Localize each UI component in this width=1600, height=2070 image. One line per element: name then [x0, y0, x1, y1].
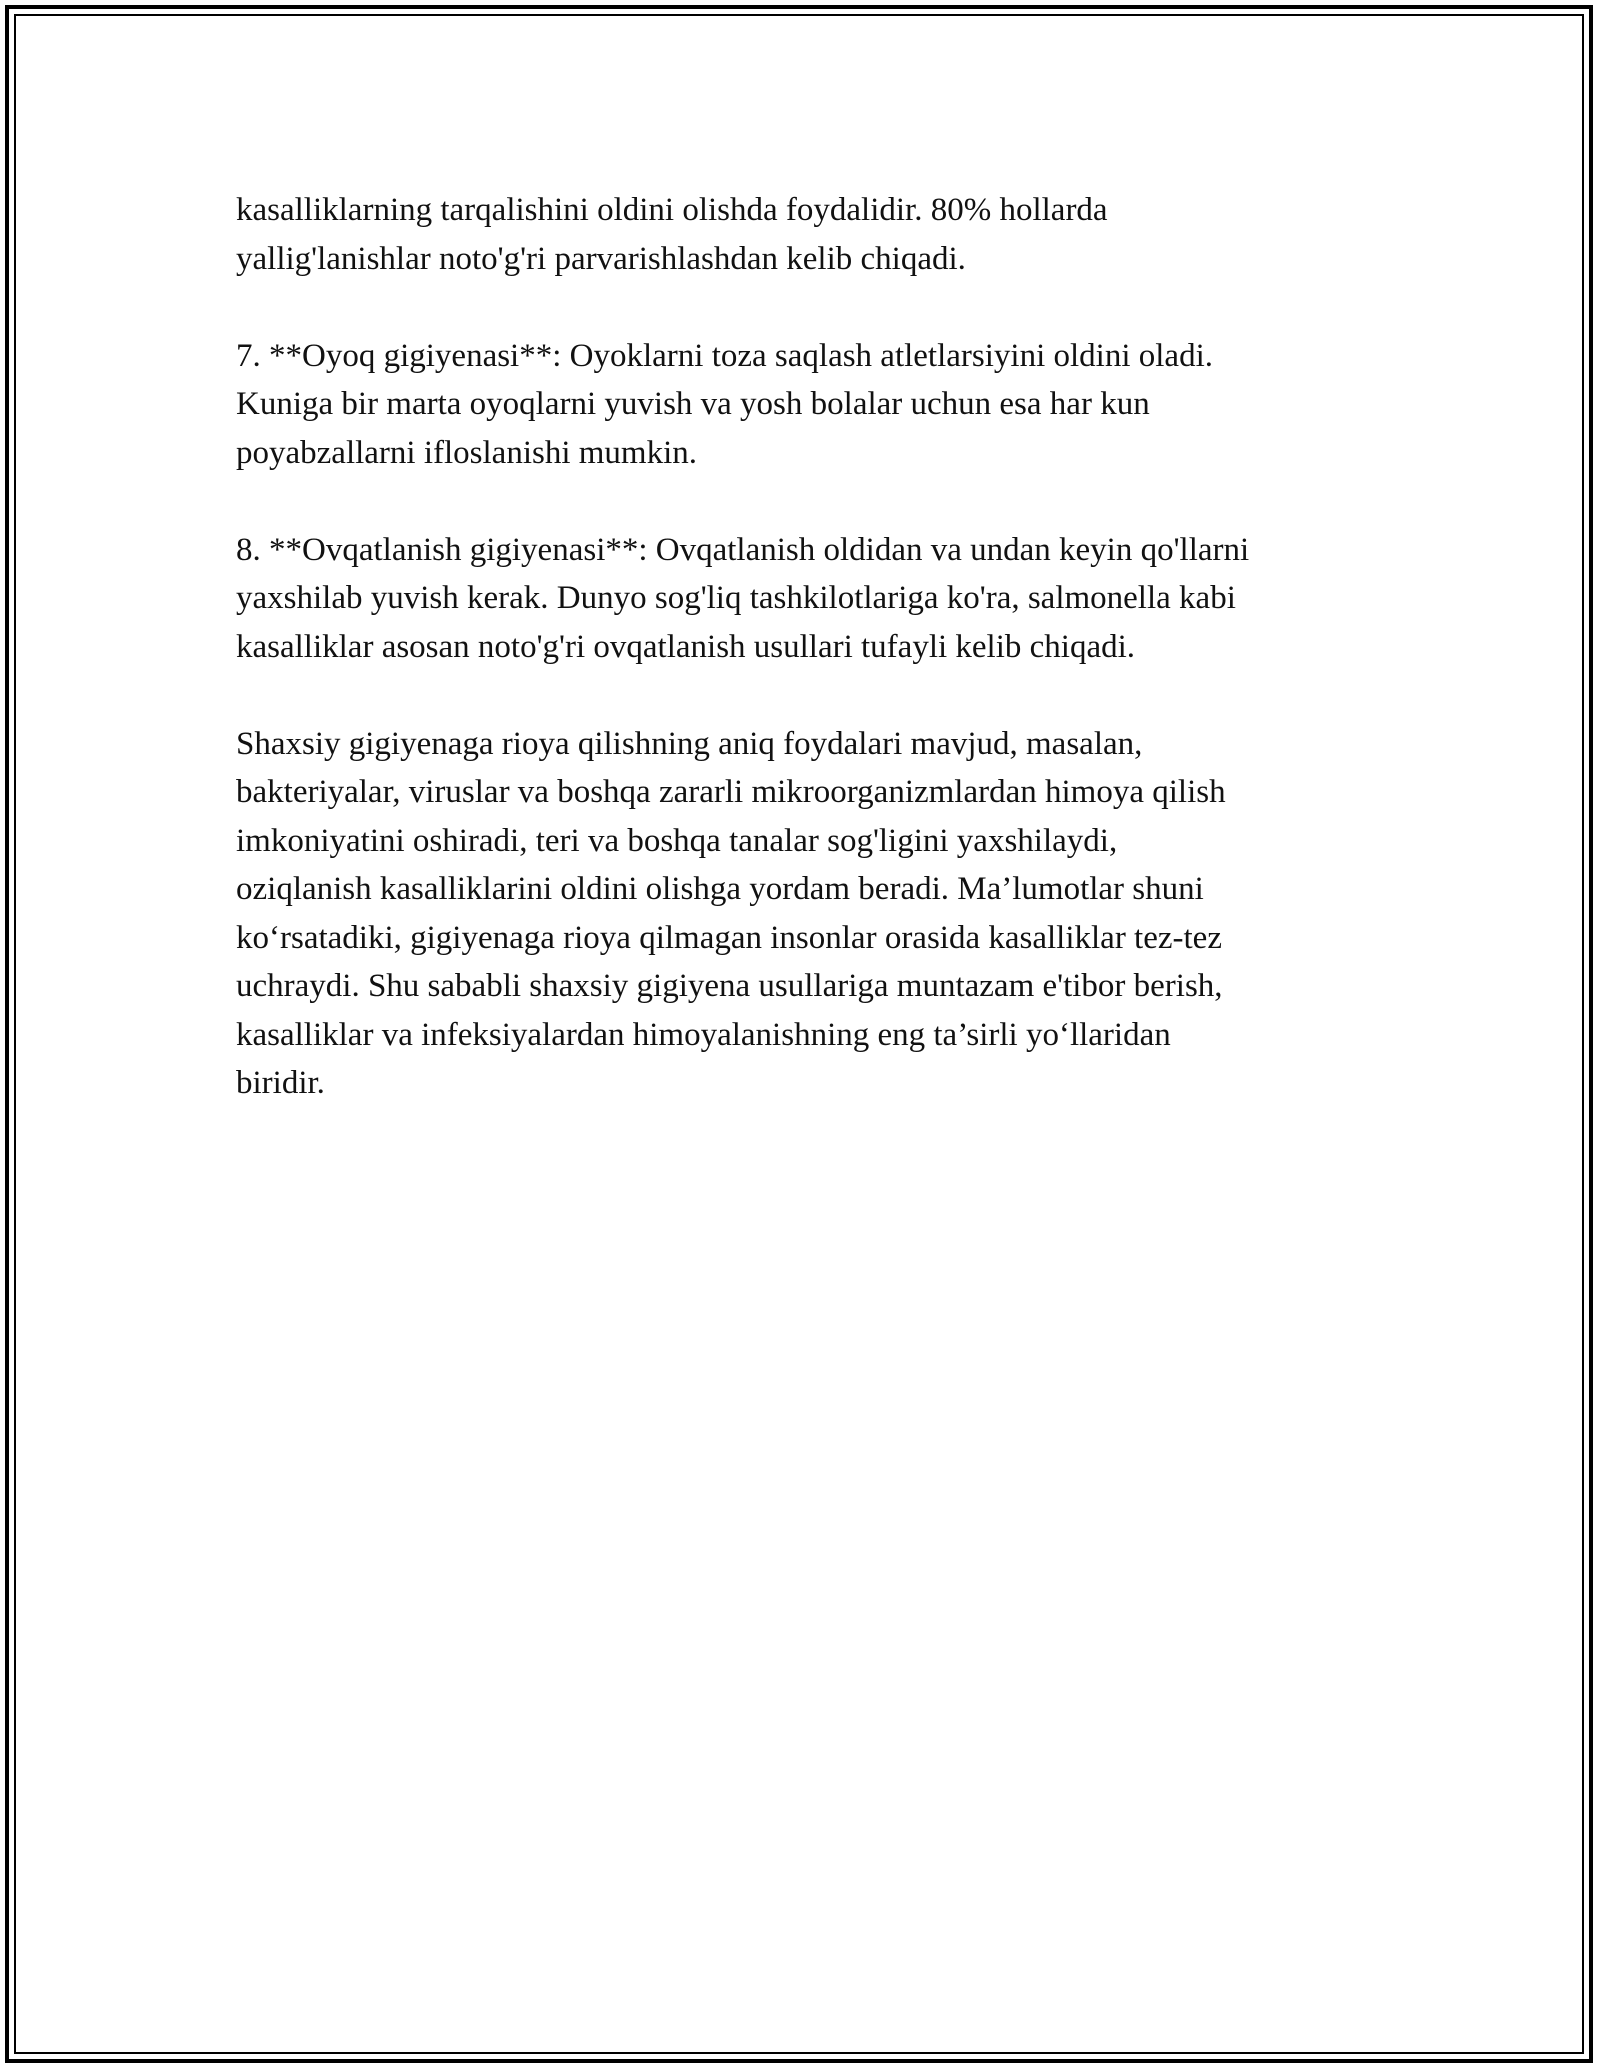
paragraph-continuation: [236, 186, 1376, 283]
document-body: [236, 186, 1376, 1156]
text-line: kasalliklar va infeksiyalardan himoyalanishning eng ta’sirli yo‘llaridan: [236, 1016, 1171, 1053]
text-line: poyabzallarni ifloslanishi mumkin.: [236, 434, 698, 471]
paragraph-food-hygiene: [236, 526, 1376, 672]
text-line: Shaxsiy gigiyenaga rioya qilishning aniq foydalari mavjud, masalan,: [236, 725, 1143, 762]
text-line: Kuniga bir marta oyoqlarni yuvish va yosh bolalar uchun esa har kun: [236, 386, 1150, 422]
text-line: oziqlanish kasalliklarini oldini olishga yordam beradi. Ma’lumotlar shuni: [236, 871, 1204, 907]
text-line: bakteriyalar, viruslar va boshqa zararli mikroorganizmlardan himoya qilish: [236, 774, 1226, 810]
text-line: biridir.: [236, 1065, 325, 1101]
text-line: uchraydi. Shu sababli shaxsiy gigiyena usullariga muntazam e'tibor berish,: [236, 968, 1223, 1004]
text-line: yaxshilab yuvish kerak. Dunyo sog'liq tashkilotlariga ko'ra, salmonella kabi: [236, 580, 1236, 616]
text-line: 8. **Ovqatlanish gigiyenasi**: Ovqatlanish oldidan va undan keyin qo'llarni: [236, 531, 1250, 568]
text-line: kasalliklarning tarqalishini oldini olishda foydalidir. 80% hollarda: [236, 192, 1108, 228]
text-line: ko‘rsatadiki, gigiyenaga rioya qilmagan insonlar orasida kasalliklar tez-tez: [236, 919, 1222, 956]
paragraph-conclusion: [236, 720, 1376, 1108]
paragraph-foot-hygiene: [236, 332, 1376, 478]
text-line: kasalliklar asosan noto'g'ri ovqatlanish usullari tufayli kelib chiqadi.: [236, 628, 1136, 665]
text-line: imkoniyatini oshiradi, teri va boshqa tanalar sog'ligini yaxshilaydi,: [236, 822, 1118, 859]
text-line: yallig'lanishlar noto'g'ri parvarishlashdan kelib chiqadi.: [236, 240, 966, 277]
text-line: 7. **Oyoq gigiyenasi**: Oyoklarni toza saqlash atletlarsiyini oldini oladi.: [236, 337, 1213, 374]
